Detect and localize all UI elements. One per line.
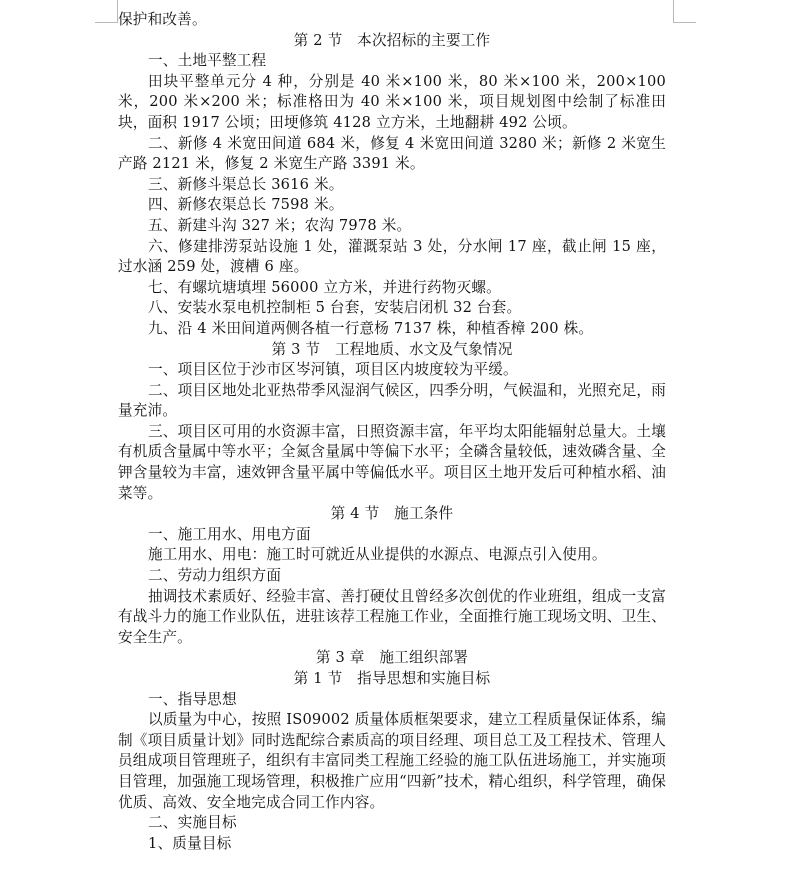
paragraph-field-units: 田块平整单元分 4 种，分别是 40 米×100 米，80 米×100 米，200×100 米，200 米×200 米；标准格田为 40 米×100 米，项目规划图中绘制了标准田块，面积 1917 公顷；田埂修筑 4128 立方米，土地翻耕 492 公顷。 [118, 72, 666, 131]
list-item-land-leveling: 一、土地平整工程 [148, 52, 267, 70]
list-item-branch-canals: 三、新修斗渠总长 3616 米。 [148, 175, 344, 193]
document-body [118, 10, 666, 854]
list-item-farm-canals: 四、新修农渠总长 7598 米。 [148, 196, 344, 214]
paragraph-continuation: 保护和改善。 [118, 11, 207, 28]
list-item-climate: 二、项目区地处北亚热带季风湿润气候区，四季分明，气候温和，光照充足，雨量充沛。 [118, 381, 666, 420]
crop-mark-top-left [95, 0, 118, 23]
chapter-heading-3: 第 3 章 施工组织部署 [315, 649, 469, 667]
section-heading-3: 第 3 节 工程地质、水文及气象情况 [271, 340, 513, 358]
list-item-control-cabinets: 八、安装水泵电机控制柜 5 台套，安装启闭机 32 台套。 [148, 299, 522, 317]
list-item-pond-filling: 七、有螺坑塘填埋 56000 立方米，并进行药物灭螺。 [148, 278, 501, 296]
section-heading-1: 第 1 节 指导思想和实施目标 [293, 670, 491, 687]
list-item-goals: 二、实施目标 [148, 814, 237, 832]
list-item-location: 一、项目区位于沙市区岑河镇，项目区内坡度较为平缓。 [148, 361, 518, 379]
list-item-water-power: 一、施工用水、用电方面 [148, 525, 311, 543]
list-item-pump-stations: 六、修建排涝泵站设施 1 处，灌溉泵站 3 处，分水闸 17 座，截止闸 15 座，过水涵 259 处，渡槽 6 座。 [118, 237, 666, 276]
paragraph-water-power-detail: 施工用水、用电：施工时可就近从业提供的水源点、电源点引入使用。 [148, 546, 607, 564]
list-item-guiding-thought: 一、指导思想 [148, 690, 237, 708]
list-item-quality-goal: 1、质量目标 [148, 834, 232, 852]
paragraph-labor-detail: 抽调技术素质好、经验丰富、善打硬仗且曾经多次创优的作业班组，组成一支富有战斗力的施工作业队伍，进驻该荐工程施工作业，全面推行施工现场文明、卫生、安全生产。 [118, 587, 666, 646]
list-item-tree-planting: 九、沿 4 米田间道两侧各植一行意杨 7137 株，种植香樟 200 株。 [148, 319, 594, 337]
list-item-roads: 二、新修 4 米宽田间道 684 米，修复 4 米宽田间道 3280 米；新修 2 米宽生产路 2121 米，修复 2 米宽生产路 3391 米。 [118, 134, 666, 173]
section-heading-2: 第 2 节 本次招标的主要工作 [293, 31, 491, 49]
list-item-labor: 二、劳动力组织方面 [148, 567, 282, 585]
list-item-ditches: 五、新建斗沟 327 米；农沟 7978 米。 [148, 216, 412, 234]
list-item-resources: 三、项目区可用的水资源丰富，日照资源丰富，年平均太阳能辐射总量大。土壤有机质含量属中等水平；全氮含量属中等偏下水平；全磷含量较低，速效磷含量、全钾含量较为丰富，速效钾含量平属中等偏低水平。项目区土地开发后可种植水稻、油菜等。 [118, 422, 666, 502]
crop-mark-top-right [673, 0, 696, 23]
section-heading-4: 第 4 节 施工条件 [330, 505, 454, 523]
paragraph-guiding-detail: 以质量为中心，按照 IS09002 质量体质框架要求，建立工程质量保证体系，编制《项目质量计划》同时选配综合素质高的项目经理、项目总工及工程技术、管理人员组成项目管理班子，组织有丰富同类工程施工经验的施工队伍进场施工，并实施项目管理，加强施工现场管理，积极推广应用“四新”技术，精心组织，科学管理，确保优质、高效、安全地完成合同工作内容。 [118, 711, 666, 811]
